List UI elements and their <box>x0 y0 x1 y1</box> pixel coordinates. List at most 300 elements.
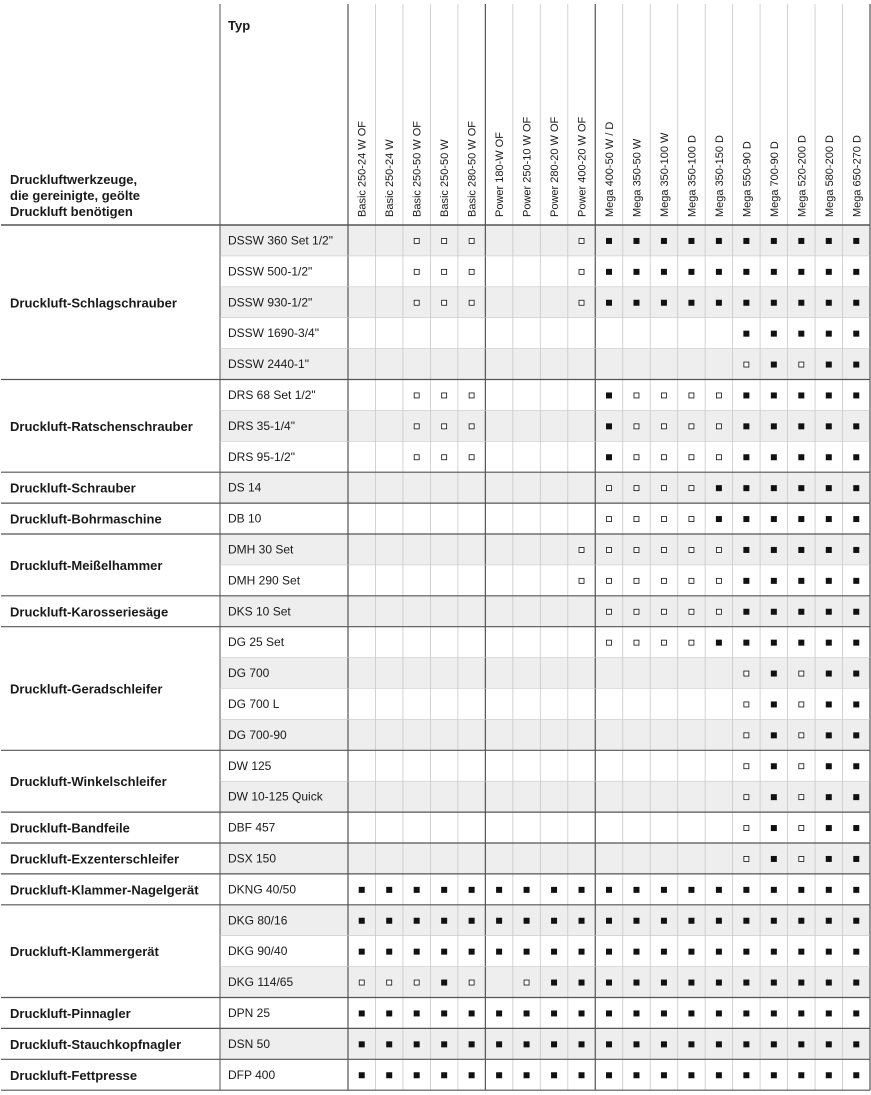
filled-square-mark <box>826 454 832 460</box>
filled-square-mark <box>826 1041 832 1047</box>
filled-square-mark <box>798 238 804 244</box>
open-square-mark <box>387 980 392 985</box>
typ-label: DW 10-125 Quick <box>228 789 323 804</box>
category-label: Druckluft-Pinnagler <box>10 1005 131 1021</box>
open-square-mark <box>607 640 612 645</box>
filled-square-mark <box>551 918 557 924</box>
open-square-mark <box>469 424 474 429</box>
filled-square-mark <box>441 949 447 955</box>
open-square-mark <box>607 547 612 552</box>
filled-square-mark <box>826 732 832 738</box>
filled-square-mark <box>716 516 722 522</box>
filled-square-mark <box>633 887 639 893</box>
filled-square-mark <box>496 918 502 924</box>
filled-square-mark <box>661 1010 667 1016</box>
filled-square-mark <box>798 300 804 306</box>
category-label: Druckluft-Schlagschrauber <box>10 295 177 311</box>
filled-square-mark <box>771 763 777 769</box>
filled-square-mark <box>826 547 832 553</box>
category-label: Druckluft-Bohrmaschine <box>10 511 162 527</box>
open-square-mark <box>469 238 474 243</box>
open-square-mark <box>716 609 721 614</box>
open-square-mark <box>744 702 749 707</box>
typ-label: DW 125 <box>228 758 272 773</box>
filled-square-mark <box>579 918 585 924</box>
filled-square-mark <box>853 578 859 584</box>
open-square-mark <box>359 980 364 985</box>
filled-square-mark <box>743 269 749 275</box>
column-header: Mega 550-90 D <box>741 141 754 217</box>
typ-label: DMH 30 Set <box>228 542 294 557</box>
filled-square-mark <box>853 856 859 862</box>
filled-square-mark <box>716 1010 722 1016</box>
open-square-mark <box>579 269 584 274</box>
filled-square-mark <box>743 331 749 337</box>
open-square-mark <box>799 795 804 800</box>
filled-square-mark <box>524 1041 530 1047</box>
open-square-mark <box>442 393 447 398</box>
filled-square-mark <box>771 640 777 646</box>
filled-square-mark <box>798 640 804 646</box>
filled-square-mark <box>661 269 667 275</box>
typ-label: DKG 114/65 <box>228 975 294 990</box>
open-square-mark <box>689 640 694 645</box>
typ-label: DSSW 1690-3/4" <box>228 326 319 341</box>
filled-square-mark <box>441 1010 447 1016</box>
filled-square-mark <box>579 949 585 955</box>
filled-square-mark <box>386 1041 392 1047</box>
filled-square-mark <box>771 362 777 368</box>
filled-square-mark <box>688 980 694 986</box>
column-header: Basic 250-24 W OF <box>356 121 369 217</box>
filled-square-mark <box>771 701 777 707</box>
filled-square-mark <box>606 980 612 986</box>
typ-label: DB 10 <box>228 511 262 526</box>
filled-square-mark <box>743 640 749 646</box>
column-header: Basic 250-50 W <box>439 139 452 217</box>
open-square-mark <box>634 455 639 460</box>
category-header-line: die gereinigte, geölte <box>10 188 141 203</box>
filled-square-mark <box>826 578 832 584</box>
filled-square-mark <box>359 1041 365 1047</box>
filled-square-mark <box>826 640 832 646</box>
filled-square-mark <box>771 887 777 893</box>
column-header: Power 280-20 W OF <box>549 116 562 217</box>
filled-square-mark <box>606 1041 612 1047</box>
filled-square-mark <box>551 980 557 986</box>
filled-square-mark <box>853 918 859 924</box>
open-square-mark <box>689 424 694 429</box>
typ-label: DS 14 <box>228 480 262 495</box>
filled-square-mark <box>771 1041 777 1047</box>
filled-square-mark <box>771 423 777 429</box>
open-square-mark <box>689 393 694 398</box>
filled-square-mark <box>853 671 859 677</box>
filled-square-mark <box>798 609 804 615</box>
filled-square-mark <box>386 887 392 893</box>
filled-square-mark <box>771 516 777 522</box>
open-square-mark <box>661 547 666 552</box>
filled-square-mark <box>853 825 859 831</box>
filled-square-mark <box>853 701 859 707</box>
typ-label: DG 700-90 <box>228 727 287 742</box>
filled-square-mark <box>771 825 777 831</box>
open-square-mark <box>607 486 612 491</box>
category-label: Druckluft-Stauchkopfnagler <box>10 1036 182 1052</box>
filled-square-mark <box>771 671 777 677</box>
filled-square-mark <box>853 516 859 522</box>
typ-label: DRS 95-1/2" <box>228 449 295 464</box>
filled-square-mark <box>633 918 639 924</box>
open-square-mark <box>689 486 694 491</box>
open-square-mark <box>661 640 666 645</box>
filled-square-mark <box>771 856 777 862</box>
filled-square-mark <box>826 856 832 862</box>
filled-square-mark <box>798 1072 804 1078</box>
filled-square-mark <box>633 980 639 986</box>
open-square-mark <box>469 300 474 305</box>
column-header: Mega 350-100 D <box>686 135 699 217</box>
filled-square-mark <box>386 1010 392 1016</box>
open-square-mark <box>689 455 694 460</box>
typ-label: DRS 35-1/4" <box>228 418 295 433</box>
open-square-mark <box>414 300 419 305</box>
filled-square-mark <box>826 671 832 677</box>
typ-label: DKNG 40/50 <box>228 882 297 897</box>
filled-square-mark <box>798 887 804 893</box>
open-square-mark <box>634 578 639 583</box>
filled-square-mark <box>606 238 612 244</box>
category-label: Druckluft-Ratschenschrauber <box>10 418 193 434</box>
filled-square-mark <box>743 485 749 491</box>
filled-square-mark <box>688 1072 694 1078</box>
filled-square-mark <box>826 485 832 491</box>
column-header: Mega 650-270 D <box>851 135 864 217</box>
filled-square-mark <box>771 949 777 955</box>
category-header-line: Druckluftwerkzeuge, <box>10 172 138 187</box>
filled-square-mark <box>469 1010 475 1016</box>
filled-square-mark <box>606 454 612 460</box>
column-header: Mega 580-200 D <box>823 135 836 217</box>
filled-square-mark <box>798 392 804 398</box>
typ-label: DBF 457 <box>228 820 276 835</box>
open-square-mark <box>661 455 666 460</box>
open-square-mark <box>634 486 639 491</box>
filled-square-mark <box>606 269 612 275</box>
filled-square-mark <box>826 825 832 831</box>
category-label: Druckluft-Klammergerät <box>10 944 159 960</box>
filled-square-mark <box>359 918 365 924</box>
open-square-mark <box>744 733 749 738</box>
filled-square-mark <box>826 331 832 337</box>
filled-square-mark <box>579 887 585 893</box>
filled-square-mark <box>798 949 804 955</box>
typ-label: DMH 290 Set <box>228 573 301 588</box>
open-square-mark <box>414 980 419 985</box>
open-square-mark <box>634 547 639 552</box>
open-square-mark <box>634 609 639 614</box>
typ-label: DKG 80/16 <box>228 913 288 928</box>
filled-square-mark <box>661 238 667 244</box>
open-square-mark <box>799 856 804 861</box>
filled-square-mark <box>524 918 530 924</box>
filled-square-mark <box>688 269 694 275</box>
filled-square-mark <box>688 949 694 955</box>
filled-square-mark <box>414 1072 420 1078</box>
filled-square-mark <box>771 609 777 615</box>
open-square-mark <box>661 609 666 614</box>
open-square-mark <box>634 393 639 398</box>
filled-square-mark <box>716 1072 722 1078</box>
column-header: Power 250-10 W OF <box>521 116 534 217</box>
filled-square-mark <box>771 1010 777 1016</box>
open-square-mark <box>442 424 447 429</box>
filled-square-mark <box>441 918 447 924</box>
filled-square-mark <box>359 887 365 893</box>
filled-square-mark <box>688 918 694 924</box>
filled-square-mark <box>661 887 667 893</box>
filled-square-mark <box>743 887 749 893</box>
filled-square-mark <box>716 1041 722 1047</box>
filled-square-mark <box>798 547 804 553</box>
open-square-mark <box>524 980 529 985</box>
filled-square-mark <box>853 763 859 769</box>
filled-square-mark <box>826 763 832 769</box>
filled-square-mark <box>743 918 749 924</box>
filled-square-mark <box>743 238 749 244</box>
typ-label: DG 25 Set <box>228 635 285 650</box>
filled-square-mark <box>579 1010 585 1016</box>
filled-square-mark <box>551 887 557 893</box>
typ-label: DG 700 L <box>228 696 280 711</box>
filled-square-mark <box>661 1041 667 1047</box>
filled-square-mark <box>853 732 859 738</box>
category-header-line: Druckluft benötigen <box>10 204 133 219</box>
filled-square-mark <box>688 887 694 893</box>
filled-square-mark <box>579 980 585 986</box>
filled-square-mark <box>661 949 667 955</box>
open-square-mark <box>661 578 666 583</box>
filled-square-mark <box>716 238 722 244</box>
filled-square-mark <box>798 1041 804 1047</box>
filled-square-mark <box>743 392 749 398</box>
filled-square-mark <box>853 547 859 553</box>
column-header: Mega 350-150 D <box>713 135 726 217</box>
open-square-mark <box>579 238 584 243</box>
open-square-mark <box>469 269 474 274</box>
filled-square-mark <box>826 238 832 244</box>
filled-square-mark <box>606 392 612 398</box>
open-square-mark <box>661 517 666 522</box>
filled-square-mark <box>579 1072 585 1078</box>
filled-square-mark <box>469 887 475 893</box>
column-header: Power 180-W OF <box>494 132 507 217</box>
filled-square-mark <box>496 1072 502 1078</box>
filled-square-mark <box>496 887 502 893</box>
filled-square-mark <box>853 331 859 337</box>
filled-square-mark <box>853 794 859 800</box>
filled-square-mark <box>771 547 777 553</box>
filled-square-mark <box>551 1041 557 1047</box>
category-label: Druckluft-Winkelschleifer <box>10 774 167 790</box>
filled-square-mark <box>826 918 832 924</box>
filled-square-mark <box>606 918 612 924</box>
open-square-mark <box>744 764 749 769</box>
filled-square-mark <box>853 980 859 986</box>
open-square-mark <box>744 795 749 800</box>
filled-square-mark <box>743 949 749 955</box>
filled-square-mark <box>661 918 667 924</box>
filled-square-mark <box>633 300 639 306</box>
filled-square-mark <box>633 949 639 955</box>
open-square-mark <box>414 269 419 274</box>
filled-square-mark <box>771 732 777 738</box>
open-square-mark <box>661 393 666 398</box>
typ-label: DFP 400 <box>228 1067 276 1082</box>
filled-square-mark <box>798 269 804 275</box>
filled-square-mark <box>551 1072 557 1078</box>
open-square-mark <box>716 424 721 429</box>
filled-square-mark <box>853 269 859 275</box>
typ-label: DG 700 <box>228 666 270 681</box>
filled-square-mark <box>743 547 749 553</box>
open-square-mark <box>799 764 804 769</box>
typ-label: DSSW 2440-1" <box>228 357 309 372</box>
open-square-mark <box>414 424 419 429</box>
filled-square-mark <box>688 300 694 306</box>
filled-square-mark <box>386 918 392 924</box>
filled-square-mark <box>359 1072 365 1078</box>
open-square-mark <box>469 455 474 460</box>
filled-square-mark <box>633 1072 639 1078</box>
filled-square-mark <box>716 980 722 986</box>
filled-square-mark <box>853 485 859 491</box>
filled-square-mark <box>496 1041 502 1047</box>
open-square-mark <box>716 393 721 398</box>
filled-square-mark <box>771 300 777 306</box>
filled-square-mark <box>853 640 859 646</box>
filled-square-mark <box>469 949 475 955</box>
filled-square-mark <box>853 238 859 244</box>
filled-square-mark <box>798 454 804 460</box>
column-header: Power 400-20 W OF <box>576 116 589 217</box>
filled-square-mark <box>661 1072 667 1078</box>
filled-square-mark <box>441 980 447 986</box>
typ-header: Typ <box>228 18 251 33</box>
filled-square-mark <box>853 1041 859 1047</box>
filled-square-mark <box>826 887 832 893</box>
column-header: Basic 250-50 W OF <box>411 121 424 217</box>
filled-square-mark <box>743 609 749 615</box>
category-label: Druckluft-Klammer-Nagelgerät <box>10 882 199 898</box>
filled-square-mark <box>633 1010 639 1016</box>
open-square-mark <box>634 517 639 522</box>
open-square-mark <box>442 269 447 274</box>
category-label: Druckluft-Fettpresse <box>10 1067 138 1083</box>
open-square-mark <box>414 455 419 460</box>
open-square-mark <box>799 362 804 367</box>
filled-square-mark <box>771 454 777 460</box>
filled-square-mark <box>606 949 612 955</box>
filled-square-mark <box>798 578 804 584</box>
filled-square-mark <box>414 918 420 924</box>
filled-square-mark <box>469 1072 475 1078</box>
filled-square-mark <box>414 1041 420 1047</box>
filled-square-mark <box>798 423 804 429</box>
filled-square-mark <box>579 1041 585 1047</box>
typ-label: DPN 25 <box>228 1005 271 1020</box>
filled-square-mark <box>688 238 694 244</box>
filled-square-mark <box>853 423 859 429</box>
open-square-mark <box>469 980 474 985</box>
filled-square-mark <box>551 1010 557 1016</box>
filled-square-mark <box>798 918 804 924</box>
typ-label: DRS 68 Set 1/2" <box>228 387 316 402</box>
filled-square-mark <box>606 887 612 893</box>
open-square-mark <box>579 300 584 305</box>
category-label: Druckluft-Meißelhammer <box>10 557 163 573</box>
open-square-mark <box>716 455 721 460</box>
filled-square-mark <box>414 1010 420 1016</box>
filled-square-mark <box>853 392 859 398</box>
filled-square-mark <box>633 238 639 244</box>
filled-square-mark <box>469 918 475 924</box>
filled-square-mark <box>551 949 557 955</box>
filled-square-mark <box>661 300 667 306</box>
open-square-mark <box>799 826 804 831</box>
column-header: Mega 350-100 W <box>658 132 671 217</box>
filled-square-mark <box>524 1010 530 1016</box>
open-square-mark <box>689 609 694 614</box>
open-square-mark <box>744 826 749 831</box>
column-header: Basic 250-24 W <box>384 139 397 217</box>
typ-label: DSN 50 <box>228 1036 271 1051</box>
filled-square-mark <box>826 362 832 368</box>
filled-square-mark <box>826 423 832 429</box>
category-label: Druckluft-Bandfeile <box>10 820 130 836</box>
open-square-mark <box>799 702 804 707</box>
filled-square-mark <box>771 1072 777 1078</box>
filled-square-mark <box>743 1010 749 1016</box>
filled-square-mark <box>359 1010 365 1016</box>
filled-square-mark <box>633 269 639 275</box>
filled-square-mark <box>826 609 832 615</box>
open-square-mark <box>442 238 447 243</box>
category-label: Druckluft-Exzenterschleifer <box>10 851 180 867</box>
column-header: Basic 280-50 W OF <box>466 121 479 217</box>
open-square-mark <box>689 517 694 522</box>
filled-square-mark <box>606 1010 612 1016</box>
filled-square-mark <box>743 980 749 986</box>
filled-square-mark <box>771 980 777 986</box>
column-header: Mega 350-50 W <box>631 138 644 217</box>
open-square-mark <box>634 424 639 429</box>
filled-square-mark <box>853 454 859 460</box>
filled-square-mark <box>716 887 722 893</box>
open-square-mark <box>607 609 612 614</box>
filled-square-mark <box>386 1072 392 1078</box>
filled-square-mark <box>798 331 804 337</box>
filled-square-mark <box>771 485 777 491</box>
open-square-mark <box>744 671 749 676</box>
filled-square-mark <box>853 300 859 306</box>
filled-square-mark <box>826 1010 832 1016</box>
filled-square-mark <box>771 918 777 924</box>
open-square-mark <box>607 578 612 583</box>
filled-square-mark <box>716 640 722 646</box>
filled-square-mark <box>743 516 749 522</box>
filled-square-mark <box>826 701 832 707</box>
